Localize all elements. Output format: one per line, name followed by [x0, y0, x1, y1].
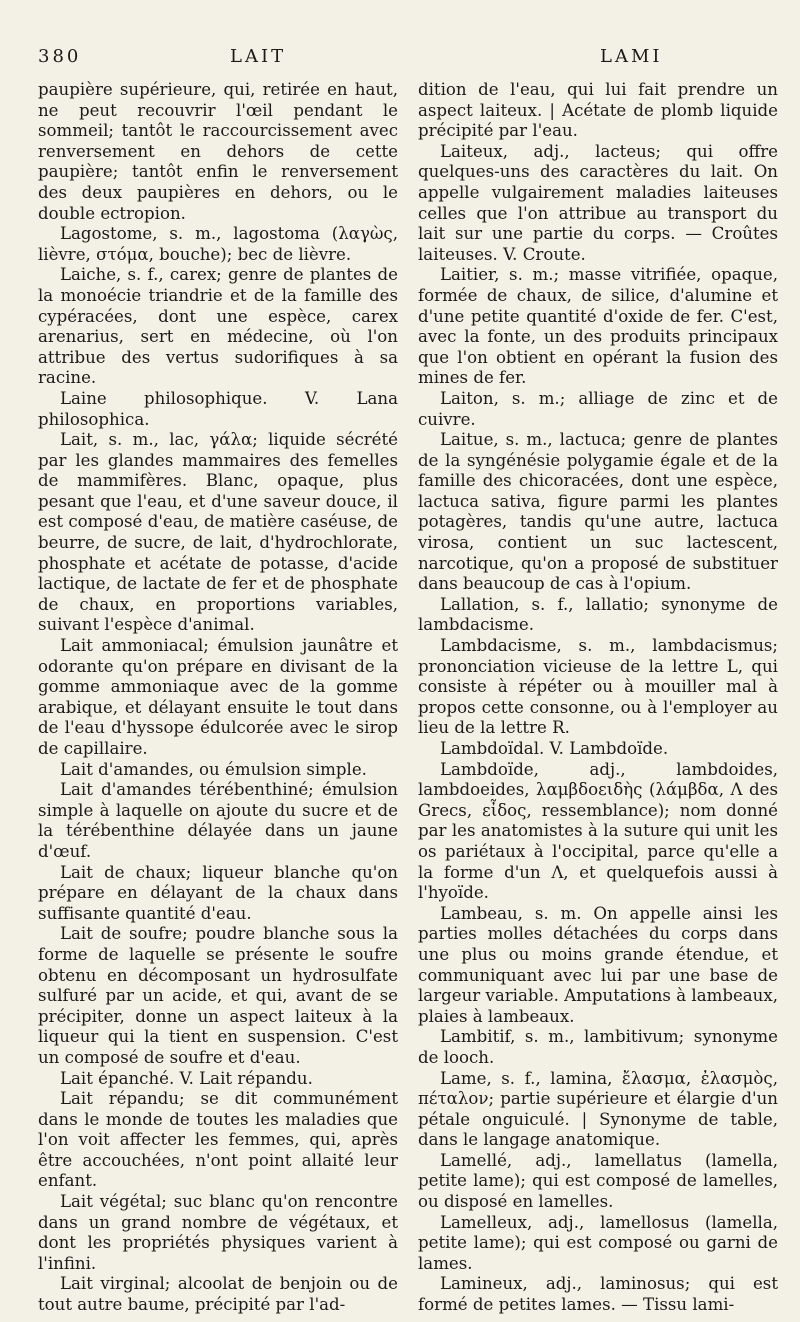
- entry-paragraph: dition de l'eau, qui lui fait prendre un aspect laiteux. | Acétate de plomb liquide précipité par l'eau.: [418, 80, 778, 141]
- entry-lambdoidal: Lambdoïdal. V. Lambdoïde.: [440, 739, 669, 758]
- entry-lait-ammoniacal: Lait ammoniacal; émulsion jaunâtre et odorante qu'on prépare en divisant de la gomme ammoniaque avec de la gomme arabique, et délayant ensuite le tout dans de l'eau d'hyssope édulcorée avec le sirop de capillaire.: [38, 636, 398, 758]
- entry-lamineux: Lamineux, adj., laminosus; qui est formé de petites lames. — Tissu lami-: [418, 1274, 778, 1315]
- entry-lamelleux: Lamelleux, adj., lamellosus (lamella, petite lame); qui est composé ou garni de lames.: [418, 1212, 778, 1273]
- entry-laitue: Laitue, s. m., lactuca; genre de plantes de la syngénésie polygamie égale et de la famille des chicoracées, dont une espèce, lactuca sativa, figure parmi les plantes potagères, tandis qu'une autre, lactuca virosa, contient un suc lactescent, narcotique, qu'on a proposé de substituer dans beaucoup de cas à l'opium.: [418, 430, 778, 594]
- entry-laiteux: Laiteux, adj., lacteus; qui offre quelques-uns des caractères du lait. On appelle vulgairement maladies laiteuses celles que l'on attribue au transport du lait sur une partie du corps. — Croûtes laiteuses. V. Croute.: [418, 141, 778, 264]
- entry-lait-vegetal: Lait végétal; suc blanc qu'on rencontre dans un grand nombre de végétaux, et dont les propriétés physiques varient à l'infini.: [38, 1192, 398, 1273]
- page-header: [38, 38, 778, 68]
- entry-lagostome: Lagostome, s. m., lagostoma (λαγὼς, lièvre, στόμα, bouche); bec de lièvre.: [38, 224, 398, 264]
- entry-lallation: Lallation, s. f., lallatio; synonyme de lambdacisme.: [418, 594, 778, 635]
- running-head-left: LAIT: [230, 46, 287, 67]
- right-column: [418, 80, 778, 1316]
- entry-lait-epanche: Lait épanché. V. Lait répandu.: [60, 1068, 313, 1088]
- entry-lambdacisme: Lambdacisme, s. m., lambdacismus; prononciation vicieuse de la lettre L, qui consiste à répéter ou à mouiller mal à propos cette consonne, ou à l'employer au lieu de la lettre R.: [418, 636, 778, 738]
- entry-lame: Lame, s. f., lamina, ἔλασμα, ἐλασμὸς, πέταλον; partie supérieure et élargie d'un pétale onguiculé. | Synonyme de table, dans le langage anatomique.: [418, 1068, 778, 1150]
- entry-laiche: Laiche, s. f., carex; genre de plantes de la monoécie triandrie et de la famille des cypéracées, dont une espèce, carex arenarius, sert en médecine, où l'on attribue des vertus sudorifiques à sa racine.: [38, 265, 398, 388]
- entry-lambdoide: Lambdoïde, adj., lambdoides, lambdoeides, λαμβδοειδὴς (λάμβδα, Λ des Grecs, εἶδος, ressemblance); nom donné par les anatomistes à la suture qui unit les os pariétaux à l'occipital, parce qu'elle a la forme d'un Λ, et quelquefois aussi à l'hyoïde.: [418, 759, 778, 903]
- entry-lamelle: Lamellé, adj., lamellatus (lamella, petite lame); qui est composé de lamelles, ou disposé en lamelles.: [418, 1150, 778, 1212]
- entry-lait-repandu: Lait répandu; se dit communément dans le monde de toutes les maladies que l'on voit affecter les femmes, qui, après être accouchées, n'ont point allaité leur enfant.: [38, 1089, 398, 1191]
- entry-lait-de-soufre: Lait de soufre; poudre blanche sous la forme de laquelle se présente le soufre obtenu en décomposant un hydrosulfate sulfuré par un acide, et qui, avant de se précipiter, donne un aspect laiteux à la liqueur qui la tient en suspension. C'est un composé de soufre et d'eau.: [38, 924, 398, 1067]
- entry-lambitif: Lambitif, s. m., lambitivum; synonyme de looch.: [418, 1027, 778, 1067]
- entry-lait-virginal: Lait virginal; alcoolat de benjoin ou de tout autre baume, précipité par l'ad-: [38, 1274, 398, 1315]
- entry-lait-amandes-terebenthine: Lait d'amandes térébenthiné; émulsion simple à laquelle on ajoute du sucre et de la térébenthine délayée dans un jaune d'œuf.: [38, 780, 398, 861]
- entry-paragraph: paupière supérieure, qui, retirée en haut, ne peut recouvrir l'œil pendant le sommeil; tantôt le raccourcissement avec renversement en dehors de cette paupière; tantôt enfin le renversement des deux paupières en dehors, ou le double ectropion.: [38, 80, 398, 223]
- page-number: 380: [38, 46, 82, 67]
- entry-laitier: Laitier, s. m.; masse vitrifiée, opaque, formée de chaux, de silice, d'alumine et d'une petite quantité d'oxide de fer. C'est, avec la fonte, un des produits principaux que l'on obtient en opérant la fusion des mines de fer.: [418, 265, 778, 388]
- entry-laiton: Laiton, s. m.; alliage de zinc et de cuivre.: [418, 388, 778, 429]
- entry-lait-amandes: Lait d'amandes, ou émulsion simple.: [60, 759, 367, 779]
- running-head-right: LAMI: [600, 46, 663, 67]
- entry-lambeau: Lambeau, s. m. On appelle ainsi les parties molles détachées du corps dans une plus ou moins grande étendue, et communiquant avec lui par une base de largeur variable. Amputations à lambeaux, plaies à lambeaux.: [418, 903, 778, 1026]
- text-columns: [38, 80, 778, 1316]
- entry-laine-philosophique: Laine philosophique. V. Lana philosophica.: [38, 388, 398, 429]
- left-column: [38, 80, 398, 1316]
- entry-lait-de-chaux: Lait de chaux; liqueur blanche qu'on prépare en délayant de la chaux dans suffisante quantité d'eau.: [38, 862, 398, 923]
- entry-lait: Lait, s. m., lac, γάλα; liquide sécrété par les glandes mammaires des femelles de mammifères. Blanc, opaque, plus pesant que l'eau, et d'une saveur douce, il est composé d'eau, de matière caséuse, de beurre, de sucre, de lait, d'hydrochlorate, phosphate et acétate de potasse, d'acide lactique, de lactate de fer et de phosphate de chaux, en proportions variables, suivant l'espèce d'animal.: [38, 430, 398, 635]
